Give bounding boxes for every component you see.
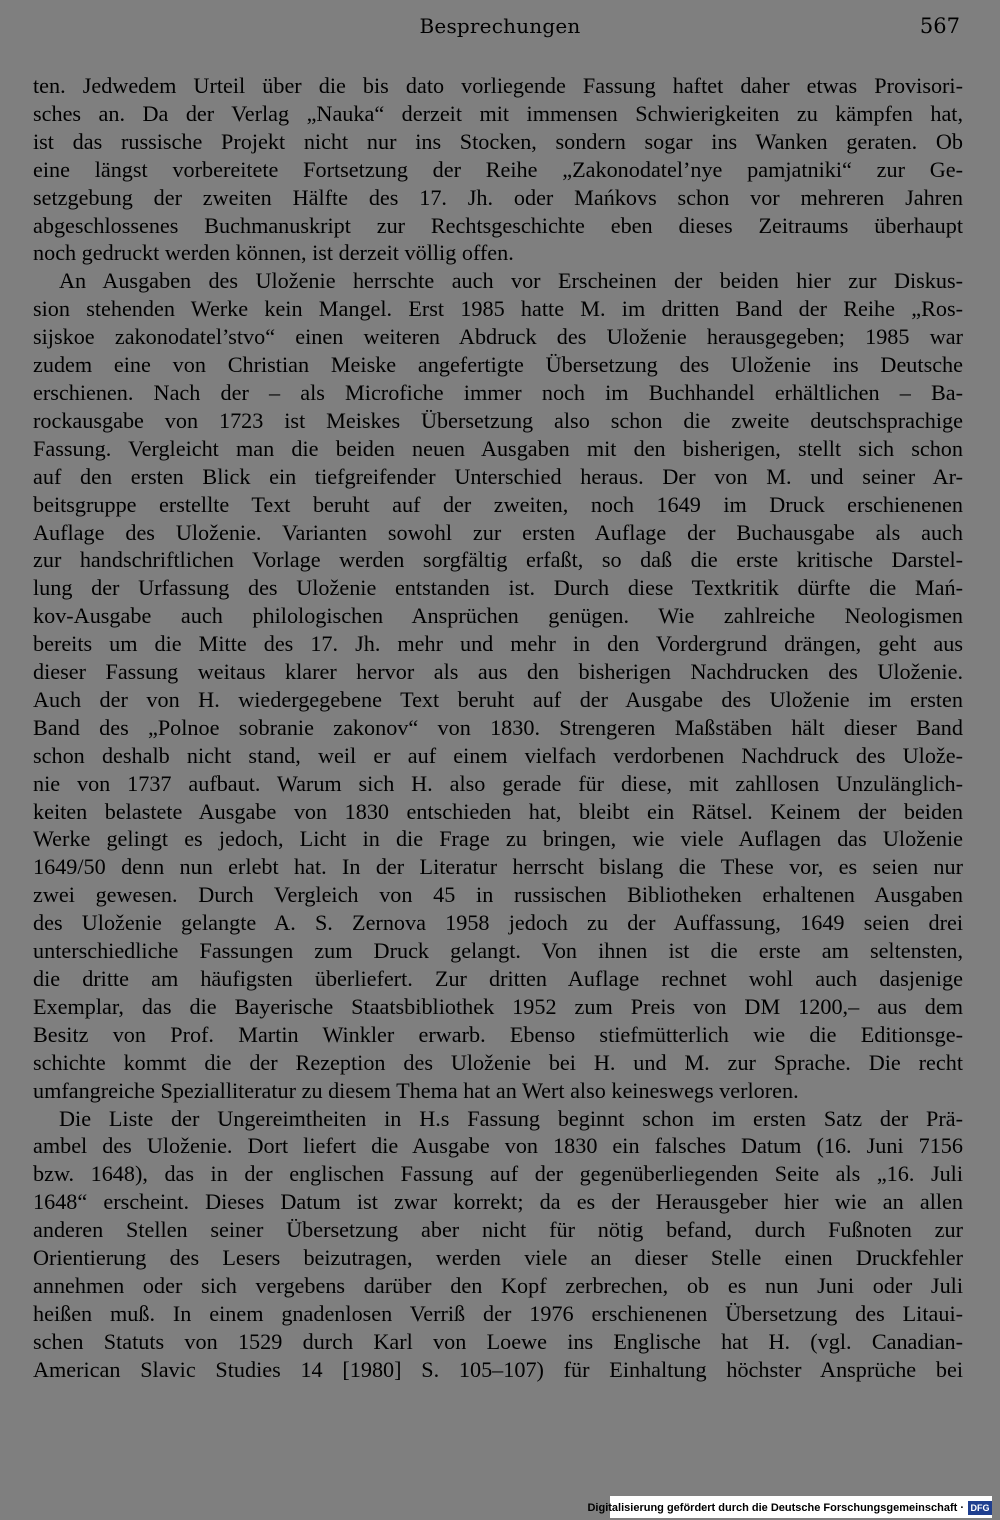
text-line: An Ausgaben des Uloženie herrschte auch vor Erscheinen der beiden hier zur Diskus- — [59, 268, 963, 294]
text-line: des Uloženie gelangte A. S. Zernova 1958 jedoch zu der Auffassung, 1649 seien drei — [33, 910, 963, 936]
text-line: bzw. 1648), das in der englischen Fassung auf der gegenüberliegenden Seite als „16. Juli — [33, 1161, 963, 1187]
text-line: sijskoe zakonodatel’stvo“ einen weiteren Abdruck des Uloženie herausgegeben; 1985 war — [33, 324, 963, 350]
text-line: ten. Jedwedem Urteil über die bis dato vorliegende Fassung haftet daher etwas Provisori- — [33, 73, 963, 98]
text-line: unterschiedliche Fassungen zum Druck gelangt. Von ihnen ist die erste am seltensten, — [33, 938, 963, 964]
text-line: zudem eine von Christian Meiske angefertigte Übersetzung des Uloženie ins Deutsche — [33, 352, 963, 378]
text-line: noch gedruckt werden können, ist derzeit völlig offen. — [33, 240, 514, 266]
text-line: Werke gelingt es jedoch, Licht in die Frage zu bringen, wie viele Auflagen das Uloženie — [33, 826, 963, 852]
text-line: beitsgruppe erstellte Text beruht auf der zweiten, noch 1649 im Druck erschienenen — [33, 491, 963, 517]
running-title: Besprechungen — [419, 14, 581, 38]
page-number: 567 — [919, 14, 960, 38]
text-line: die dritte am häufigsten überliefert. Zur dritten Auflage rechnet wohl auch dasjenige — [33, 966, 963, 991]
text-line: kov-Ausgabe auch philologischen Ansprüchen genügen. Wie zahlreiche Neologismen — [33, 603, 963, 629]
text-line: annehmen oder sich vergebens darüber den Kopf zerbrechen, ob es nun Juni oder Juli — [33, 1272, 963, 1298]
text-line: umfangreiche Spezialliteratur zu diesem Thema hat an Wert also keineswegs verloren. — [33, 1077, 799, 1103]
text-line: bereits um die Mitte des 17. Jh. mehr und mehr in den Vordergrund drängen, geht aus — [33, 631, 963, 657]
text-line: sion stehenden Werke kein Mangel. Erst 1985 hatte M. im dritten Band der Reihe „Ros- — [33, 296, 963, 322]
text-line: lung der Urfassung des Uloženie entstanden ist. Durch diese Textkritik dürfte die Mań- — [33, 575, 963, 601]
running-head — [0, 14, 1000, 46]
text-line: schon deshalb nicht stand, weil er auf einem vielfach verdorbenen Nachdruck des Ulože- — [33, 742, 963, 768]
text-line: American Slavic Studies 14 [1980] S. 105–107) für Einhaltung höchster Ansprüche bei — [33, 1356, 963, 1382]
text-line: erschienen. Nach der – als Microfiche immer noch im Buchhandel erhältlichen – Ba- — [33, 379, 963, 405]
text-line: auf den ersten Blick ein tiefgreifender Unterschied heraus. Der von M. und seiner Ar- — [33, 463, 963, 489]
text-line: anderen Stellen seiner Übersetzung aber nicht für nötig befand, durch Fußnoten zur — [33, 1217, 963, 1243]
text-line: ambel des Uloženie. Dort liefert die Ausgabe von 1830 ein falsches Datum (16. Juni 7156 — [33, 1133, 963, 1159]
text-line: zwei gewesen. Durch Vergleich von 45 in russischen Bibliotheken erhaltenen Ausgaben — [33, 882, 963, 908]
text-line: keiten belastete Ausgabe von 1830 entschieden hat, bleibt ein Rätsel. Keinem der beiden — [33, 798, 963, 824]
text-line: nie von 1737 aufbaut. Warum sich H. also gerade für diese, mit zahllosen Unzulänglich- — [33, 770, 963, 796]
footer — [587, 1499, 992, 1516]
text-line: 1648“ erscheint. Dieses Datum ist zwar korrekt; da es der Herausgeber hier wie an allen — [33, 1189, 963, 1215]
text-line: Besitz von Prof. Martin Winkler erwarb. Ebenso stiefmütterlich wie die Editionsge- — [33, 1021, 963, 1047]
text-line: Fassung. Vergleicht man die beiden neuen Ausgaben mit den bisherigen, stellt sich schon — [33, 435, 963, 461]
text-line: Exemplar, das die Bayerische Staatsbibliothek 1952 zum Preis von DM 1200,– aus dem — [33, 993, 963, 1019]
text-line: Orientierung des Lesers beizutragen, werden viele an dieser Stelle einen Druckfehler — [33, 1245, 963, 1271]
text-line: abgeschlossenes Buchmanuskript zur Rechtsgeschichte eben dieses Zeitraums überhaupt — [33, 212, 963, 238]
text-line: zur handschriftlichen Vorlage werden sorgfältig erfaßt, so daß die erste kritische Darstel- — [33, 547, 963, 573]
text-line: Auflage des Uloženie. Varianten sowohl zur ersten Auflage der Buchausgabe als auch — [33, 519, 963, 545]
text-line: rockausgabe von 1723 ist Meiskes Übersetzung also schon die zweite deutschsprachige — [33, 407, 963, 433]
text-line: Die Liste der Ungereimtheiten in H.s Fassung beginnt schon im ersten Satz der Prä- — [59, 1105, 963, 1131]
dfg-logo-icon: DFG — [968, 1501, 992, 1515]
body-text — [33, 72, 963, 1384]
text-line: sches an. Da der Verlag „Nauka“ derzeit mit immensen Schwierigkeiten zu kämpfen hat, — [33, 100, 963, 126]
text-line: ist das russische Projekt nicht nur ins Stocken, sondern sogar ins Wanken geraten. Ob — [33, 128, 963, 154]
text-line: eine längst vorbereitete Fortsetzung der Reihe „Zakonodatel’nye pamjatniki“ zur Ge- — [33, 156, 963, 182]
text-line: schen Statuts von 1529 durch Karl von Loewe ins Englische hat H. (vgl. Canadian- — [33, 1328, 963, 1354]
text-line: dieser Fassung weitaus klarer hervor als aus den bisherigen Nachdrucken des Uloženie. — [33, 659, 963, 685]
footer-credit-text: Digitalisierung gefördert durch die Deutsche Forschungsgemeinschaft · — [587, 1501, 964, 1514]
text-line: setzgebung der zweiten Hälfte des 17. Jh. oder Mańkovs schon vor mehreren Jahren — [33, 184, 963, 210]
text-line: 1649/50 denn nun erlebt hat. In der Literatur herrscht bislang die These vor, es seien nur — [33, 854, 963, 880]
text-line: schichte kommt die der Rezeption des Uloženie bei H. und M. zur Sprache. Die recht — [33, 1049, 963, 1075]
text-line: Auch der von H. wiedergegebene Text beruht auf der Ausgabe des Uloženie im ersten — [33, 686, 963, 712]
text-line: heißen muß. In einem gnadenlosen Verriß der 1976 erschienenen Übersetzung des Litaui- — [33, 1300, 963, 1326]
text-line: Band des „Polnoe sobranie zakonov“ von 1830. Strengeren Maßstäben hält dieser Band — [33, 714, 963, 740]
